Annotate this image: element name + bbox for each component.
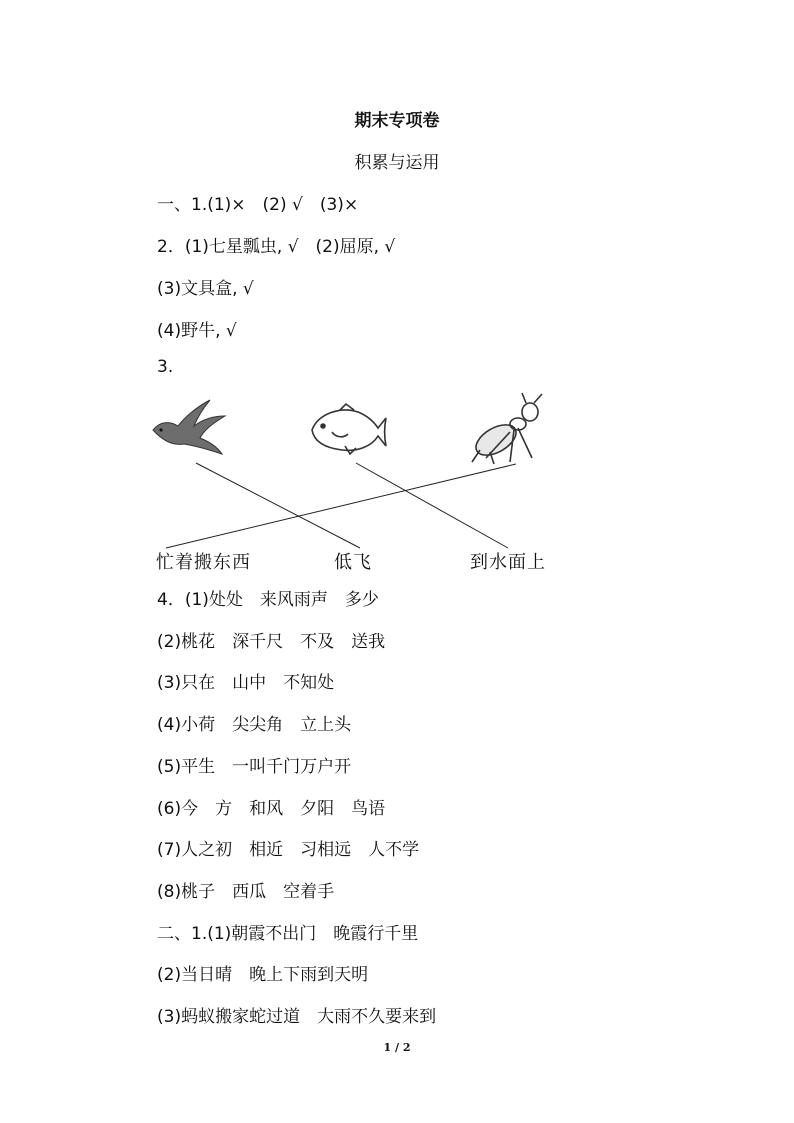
match-line <box>166 464 516 548</box>
answer-line: (8)桃子 西瓜 空着手 <box>157 882 335 902</box>
ant-icon <box>471 393 542 464</box>
answer-line: (7)人之初 相近 习相远 人不学 <box>157 840 420 860</box>
match-line <box>356 463 508 548</box>
answer-line: (2)桃花 深千尺 不及 送我 <box>157 632 386 652</box>
answer-line: (3)蚂蚁搬家蛇过道 大雨不久要来到 <box>157 1007 437 1027</box>
answer-line: (3)文具盒, √ <box>157 279 254 299</box>
match-label: 到水面上 <box>470 552 546 573</box>
answer-line: (4)小荷 尖尖角 立上头 <box>157 715 352 735</box>
answer-line: 一、1.(1)× (2) √ (3)× <box>157 195 359 215</box>
matching-figure <box>150 388 570 578</box>
page-title: 期末专项卷 <box>354 111 440 131</box>
swallow-icon <box>153 400 225 454</box>
answer-line: (2)当日晴 晚上下雨到天明 <box>157 965 369 985</box>
match-label: 忙着搬东西 <box>156 552 251 573</box>
fish-icon <box>312 404 386 454</box>
answer-line: (3)只在 山中 不知处 <box>157 673 335 693</box>
match-label: 低飞 <box>334 552 372 573</box>
page-number: 1 / 2 <box>383 1041 411 1054</box>
answer-line: 二、1.(1)朝霞不出门 晚霞行千里 <box>157 924 419 944</box>
answer-line: 3. <box>157 357 174 377</box>
answer-line: 2．(1)七星瓢虫, √ (2)屈原, √ <box>157 237 396 257</box>
page-subtitle: 积累与运用 <box>354 153 440 173</box>
answer-line: (6)今 方 和风 夕阳 鸟语 <box>157 799 386 819</box>
answer-line: (5)平生 一叫千门万户开 <box>157 757 352 777</box>
answer-line: (4)野牛, √ <box>157 321 237 341</box>
answer-line: 4．(1)处处 来风雨声 多少 <box>157 590 379 610</box>
